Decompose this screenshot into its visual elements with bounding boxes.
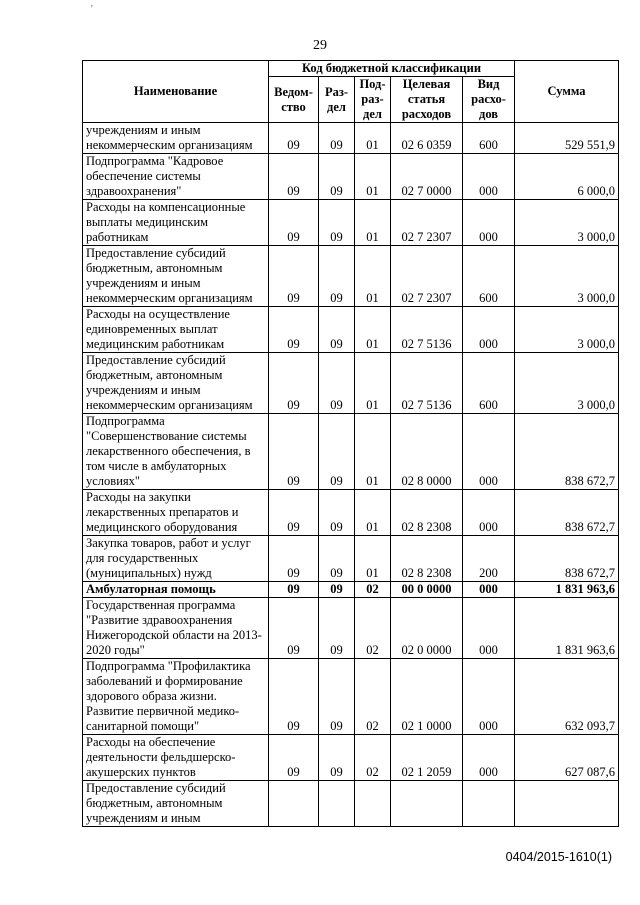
cell-summa: 632 093,7 [515, 659, 619, 735]
cell-podrazdel: 01 [355, 414, 391, 490]
header-vid: Вид расхо-дов [463, 77, 515, 123]
cell-name: Государственная программа "Развитие здравоохранения Нижегородской области на 2013-2020 годы" [83, 598, 269, 659]
cell-podrazdel: 01 [355, 353, 391, 414]
cell-name: Предоставление субсидий бюджетным, автономным учреждениям и иным некоммерческим организациям [83, 353, 269, 414]
cell-razdel: 09 [319, 307, 355, 353]
cell-statya: 02 7 5136 [391, 307, 463, 353]
table-row [83, 582, 619, 598]
cell-statya [391, 781, 463, 827]
cell-vedomstvo: 09 [269, 353, 319, 414]
header-code-group: Код бюджетной классификации [269, 61, 515, 77]
document-code: 0404/2015-1610(1) [505, 850, 612, 864]
cell-name: Предоставление субсидий бюджетным, автономным учреждениям и иным некоммерческим организациям [83, 246, 269, 307]
cell-vedomstvo: 09 [269, 200, 319, 246]
table-row [83, 414, 619, 490]
cell-podrazdel [355, 781, 391, 827]
cell-podrazdel: 02 [355, 582, 391, 598]
cell-podrazdel: 01 [355, 246, 391, 307]
cell-statya: 02 8 0000 [391, 414, 463, 490]
cell-razdel: 09 [319, 582, 355, 598]
header-statya: Целевая статья расходов [391, 77, 463, 123]
cell-vedomstvo: 09 [269, 123, 319, 154]
cell-summa: 6 000,0 [515, 154, 619, 200]
table-row [83, 598, 619, 659]
cell-summa: 1 831 963,6 [515, 598, 619, 659]
cell-name: Закупка товаров, работ и услуг для государственных (муниципальных) нужд [83, 536, 269, 582]
cell-statya: 02 7 2307 [391, 200, 463, 246]
table-row [83, 490, 619, 536]
table-row [83, 735, 619, 781]
cell-vedomstvo: 09 [269, 659, 319, 735]
page-number: 29 [313, 38, 327, 53]
cell-summa: 627 087,6 [515, 735, 619, 781]
cell-summa: 838 672,7 [515, 490, 619, 536]
table-row [83, 781, 619, 827]
table-row [83, 536, 619, 582]
cell-name: Расходы на закупки лекарственных препаратов и медицинского оборудования [83, 490, 269, 536]
cell-podrazdel: 01 [355, 490, 391, 536]
cell-razdel [319, 781, 355, 827]
cell-statya: 02 6 0359 [391, 123, 463, 154]
cell-summa: 1 831 963,6 [515, 582, 619, 598]
cell-statya: 02 7 2307 [391, 246, 463, 307]
cell-summa: 3 000,0 [515, 307, 619, 353]
cell-name: учреждениям и иным некоммерческим организациям [83, 123, 269, 154]
cell-podrazdel: 01 [355, 154, 391, 200]
cell-vid: 600 [463, 123, 515, 154]
cell-statya: 02 8 2308 [391, 490, 463, 536]
cell-vid: 000 [463, 598, 515, 659]
cell-vedomstvo: 09 [269, 246, 319, 307]
cell-vid: 600 [463, 246, 515, 307]
cell-statya: 02 8 2308 [391, 536, 463, 582]
cell-vedomstvo: 09 [269, 598, 319, 659]
cell-podrazdel: 01 [355, 123, 391, 154]
table-row [83, 200, 619, 246]
cell-razdel: 09 [319, 490, 355, 536]
cell-summa: 529 551,9 [515, 123, 619, 154]
cell-name: Подпрограмма "Кадровое обеспечение системы здравоохранения" [83, 154, 269, 200]
cell-podrazdel: 01 [355, 307, 391, 353]
table-row [83, 353, 619, 414]
cell-vid: 600 [463, 353, 515, 414]
header-name: Наименование [83, 61, 269, 123]
cell-vedomstvo: 09 [269, 582, 319, 598]
cell-podrazdel: 02 [355, 735, 391, 781]
cell-vid: 000 [463, 582, 515, 598]
cell-razdel: 09 [319, 659, 355, 735]
header-summa: Сумма [515, 61, 619, 123]
cell-podrazdel: 02 [355, 659, 391, 735]
cell-statya: 02 1 2059 [391, 735, 463, 781]
cell-razdel: 09 [319, 536, 355, 582]
cell-razdel: 09 [319, 735, 355, 781]
cell-vedomstvo: 09 [269, 414, 319, 490]
cell-razdel: 09 [319, 200, 355, 246]
cell-razdel: 09 [319, 353, 355, 414]
cell-summa: 3 000,0 [515, 353, 619, 414]
cell-vid [463, 781, 515, 827]
header-razdel: Раз-дел [319, 77, 355, 123]
cell-name: Подпрограмма "Совершенствование системы лекарственного обеспечения, в том числе в амбулаторных условиях" [83, 414, 269, 490]
cell-name: Подпрограмма "Профилактика заболеваний и формирование здорового образа жизни. Развитие первичной медико-санитарной помощи" [83, 659, 269, 735]
cell-summa: 3 000,0 [515, 246, 619, 307]
cell-vid: 000 [463, 414, 515, 490]
cell-vid: 000 [463, 735, 515, 781]
cell-name: Расходы на осуществление единовременных выплат медицинским работникам [83, 307, 269, 353]
cell-name: Расходы на обеспечение деятельности фельдшерско-акушерских пунктов [83, 735, 269, 781]
cell-vedomstvo: 09 [269, 735, 319, 781]
cell-vedomstvo [269, 781, 319, 827]
budget-table [82, 60, 619, 827]
cell-vedomstvo: 09 [269, 490, 319, 536]
cell-razdel: 09 [319, 246, 355, 307]
cell-statya: 02 0 0000 [391, 598, 463, 659]
cell-vid: 200 [463, 536, 515, 582]
header-vedomstvo: Ведом-ство [269, 77, 319, 123]
cell-statya: 02 7 0000 [391, 154, 463, 200]
cell-vedomstvo: 09 [269, 536, 319, 582]
cell-podrazdel: 01 [355, 200, 391, 246]
cell-podrazdel: 02 [355, 598, 391, 659]
cell-vid: 000 [463, 307, 515, 353]
table-row [83, 246, 619, 307]
cell-name: Амбулаторная помощь [83, 582, 269, 598]
stray-mark: ' [91, 4, 93, 15]
table-row [83, 307, 619, 353]
table-row [83, 154, 619, 200]
cell-summa: 838 672,7 [515, 536, 619, 582]
cell-vid: 000 [463, 154, 515, 200]
table-row [83, 659, 619, 735]
cell-name: Предоставление субсидий бюджетным, автономным учреждениям и иным [83, 781, 269, 827]
cell-razdel: 09 [319, 598, 355, 659]
cell-vid: 000 [463, 200, 515, 246]
cell-razdel: 09 [319, 414, 355, 490]
table-row [83, 123, 619, 154]
cell-summa [515, 781, 619, 827]
cell-vid: 000 [463, 490, 515, 536]
cell-podrazdel: 01 [355, 536, 391, 582]
header-podrazdel: Под-раз-дел [355, 77, 391, 123]
cell-vedomstvo: 09 [269, 154, 319, 200]
cell-statya: 02 7 5136 [391, 353, 463, 414]
cell-summa: 3 000,0 [515, 200, 619, 246]
cell-vedomstvo: 09 [269, 307, 319, 353]
cell-statya: 00 0 0000 [391, 582, 463, 598]
cell-summa: 838 672,7 [515, 414, 619, 490]
cell-razdel: 09 [319, 154, 355, 200]
cell-vid: 000 [463, 659, 515, 735]
cell-name: Расходы на компенсационные выплаты медицинским работникам [83, 200, 269, 246]
cell-statya: 02 1 0000 [391, 659, 463, 735]
cell-razdel: 09 [319, 123, 355, 154]
